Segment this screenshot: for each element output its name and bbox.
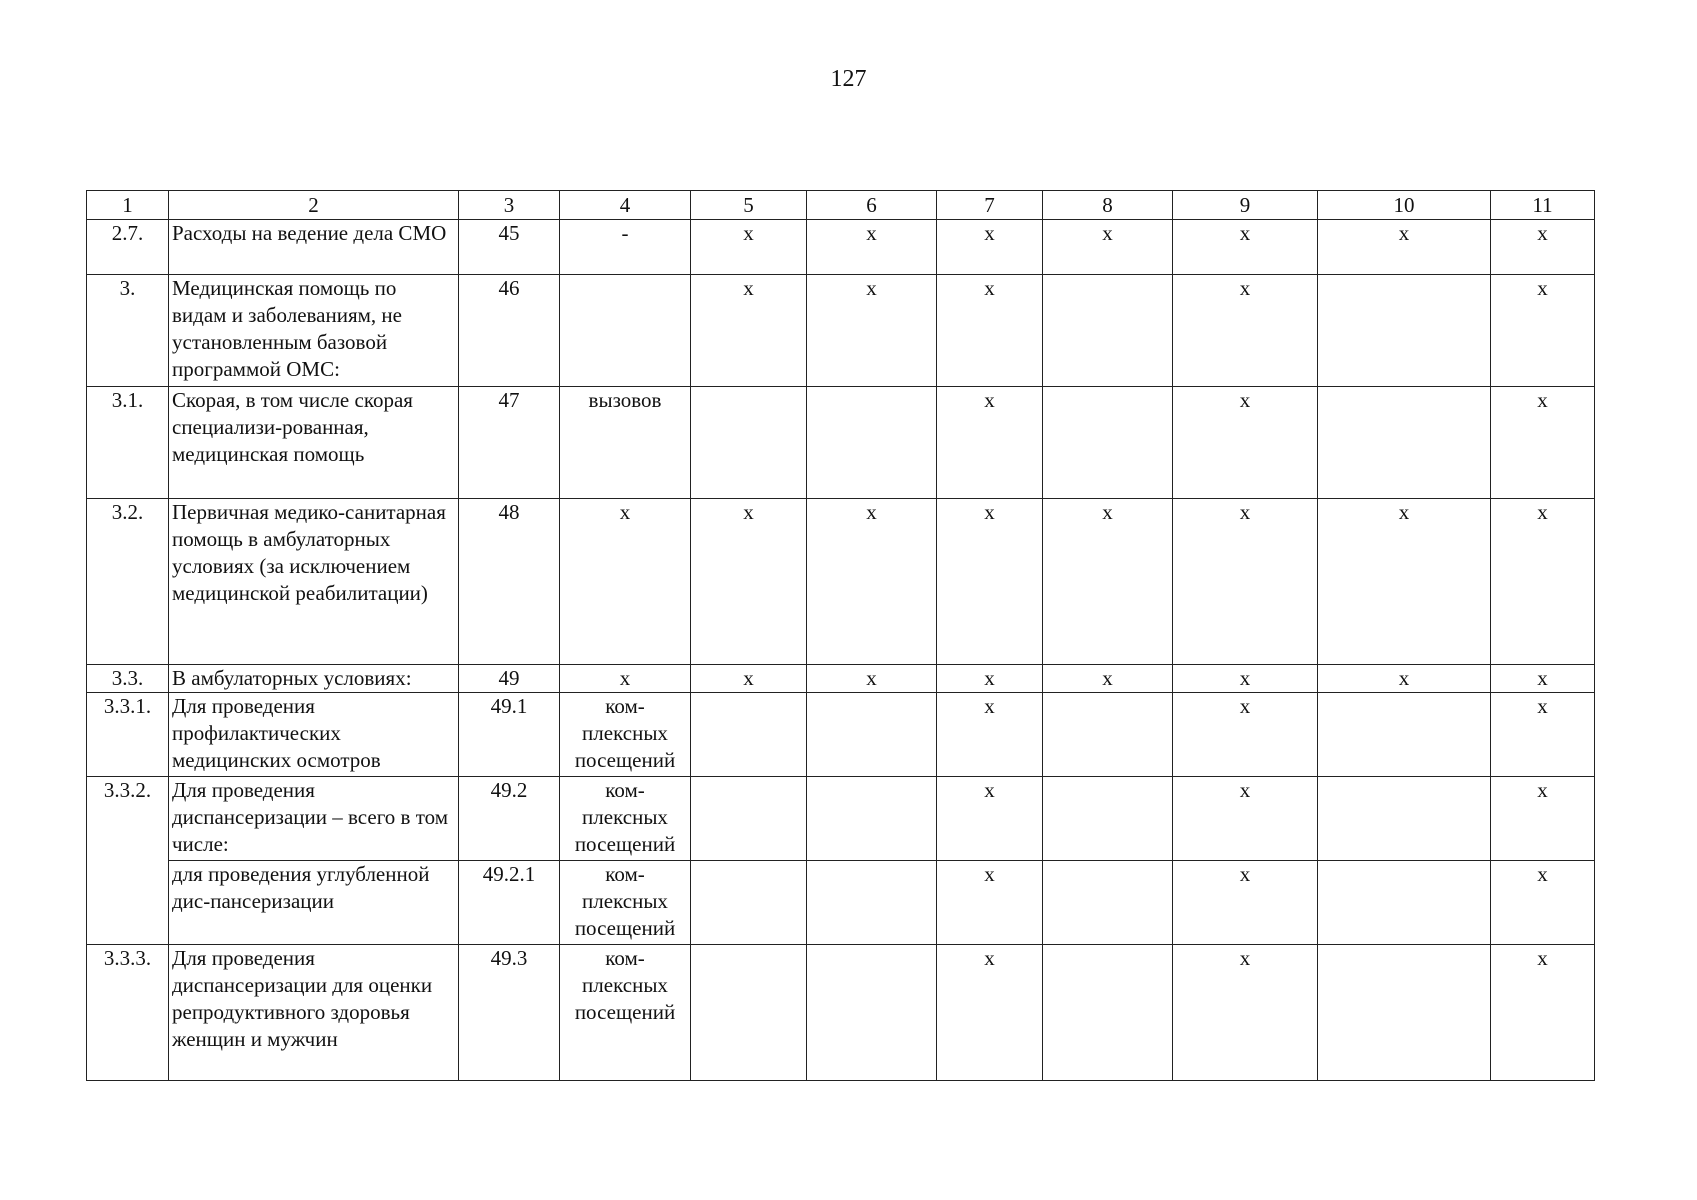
cell-col-11: х	[1491, 387, 1595, 499]
row-number: 2.7.	[87, 220, 169, 275]
row-name: Расходы на ведение дела СМО	[169, 220, 459, 275]
cell-col-10: х	[1318, 499, 1491, 665]
row-number: 3.1.	[87, 387, 169, 499]
table-row	[87, 777, 1595, 861]
cell-col-10	[1318, 275, 1491, 387]
cell-col-5	[691, 861, 807, 945]
cell-col-9: х	[1173, 777, 1318, 861]
cell-col-6	[807, 693, 937, 777]
cell-col-8	[1043, 387, 1173, 499]
cell-col-7: х	[937, 220, 1043, 275]
column-header: 2	[169, 191, 459, 220]
cell-col-11: х	[1491, 665, 1595, 693]
cell-col-11: х	[1491, 275, 1595, 387]
row-unit: ком-плексных посещений	[560, 777, 691, 861]
cell-col-8	[1043, 777, 1173, 861]
column-header: 7	[937, 191, 1043, 220]
cell-col-6: х	[807, 499, 937, 665]
cell-col-5	[691, 945, 807, 1081]
column-header: 1	[87, 191, 169, 220]
cell-col-11: х	[1491, 220, 1595, 275]
row-name: Медицинская помощь по видам и заболеваниям, не установленным базовой программой ОМС:	[169, 275, 459, 387]
row-code: 48	[459, 499, 560, 665]
table-row	[87, 945, 1595, 1081]
cell-col-6	[807, 777, 937, 861]
cell-col-9: х	[1173, 861, 1318, 945]
row-name: Для проведения диспансеризации для оценки репродуктивного здоровья женщин и мужчин	[169, 945, 459, 1081]
row-number: 3.	[87, 275, 169, 387]
row-code: 49.1	[459, 693, 560, 777]
column-header: 11	[1491, 191, 1595, 220]
row-unit: вызовов	[560, 387, 691, 499]
cell-col-5: х	[691, 665, 807, 693]
cell-col-7: х	[937, 861, 1043, 945]
cell-col-7: х	[937, 499, 1043, 665]
column-header: 6	[807, 191, 937, 220]
column-header: 10	[1318, 191, 1491, 220]
row-unit: х	[560, 499, 691, 665]
table-row	[87, 665, 1595, 693]
cell-col-11: х	[1491, 945, 1595, 1081]
cell-col-5: х	[691, 499, 807, 665]
cell-col-8	[1043, 693, 1173, 777]
cell-col-5	[691, 693, 807, 777]
cell-col-9: х	[1173, 499, 1318, 665]
row-number: 3.3.	[87, 665, 169, 693]
row-name: Для проведения диспансеризации – всего в том числе:	[169, 777, 459, 861]
cell-col-8: х	[1043, 665, 1173, 693]
column-header: 4	[560, 191, 691, 220]
table-row	[87, 499, 1595, 665]
cell-col-11: х	[1491, 861, 1595, 945]
cell-col-5	[691, 387, 807, 499]
cell-col-6: х	[807, 665, 937, 693]
cell-col-8: х	[1043, 499, 1173, 665]
row-code: 47	[459, 387, 560, 499]
row-number: 3.3.1.	[87, 693, 169, 777]
row-number: 3.3.2.	[87, 777, 169, 945]
cell-col-7: х	[937, 665, 1043, 693]
row-unit	[560, 275, 691, 387]
column-header: 3	[459, 191, 560, 220]
row-code: 45	[459, 220, 560, 275]
row-code: 49.2	[459, 777, 560, 861]
cell-col-5: х	[691, 220, 807, 275]
row-code: 46	[459, 275, 560, 387]
data-table	[86, 190, 1595, 1081]
table-row	[87, 387, 1595, 499]
page-number: 127	[830, 66, 867, 92]
cell-col-10: х	[1318, 665, 1491, 693]
row-number: 3.2.	[87, 499, 169, 665]
row-code: 49.2.1	[459, 861, 560, 945]
cell-col-10	[1318, 945, 1491, 1081]
table-header-row	[87, 191, 1595, 220]
cell-col-7: х	[937, 387, 1043, 499]
cell-col-11: х	[1491, 499, 1595, 665]
cell-col-8: х	[1043, 220, 1173, 275]
row-name: Первичная медико-санитарная помощь в амбулаторных условиях (за исключением медицинской реабилитации)	[169, 499, 459, 665]
cell-col-7: х	[937, 693, 1043, 777]
cell-col-8	[1043, 861, 1173, 945]
row-name: Скорая, в том числе скорая специализи-рованная, медицинская помощь	[169, 387, 459, 499]
table-row	[87, 861, 1595, 945]
cell-col-9: х	[1173, 665, 1318, 693]
cell-col-10	[1318, 387, 1491, 499]
cell-col-9: х	[1173, 220, 1318, 275]
row-code: 49	[459, 665, 560, 693]
column-header: 9	[1173, 191, 1318, 220]
cell-col-7: х	[937, 777, 1043, 861]
row-code: 49.3	[459, 945, 560, 1081]
cell-col-5	[691, 777, 807, 861]
row-unit: ком-плексных посещений	[560, 861, 691, 945]
cell-col-10	[1318, 777, 1491, 861]
row-unit: х	[560, 665, 691, 693]
cell-col-6: х	[807, 220, 937, 275]
row-unit: ком-плексных посещений	[560, 945, 691, 1081]
cell-col-6	[807, 861, 937, 945]
cell-col-6	[807, 387, 937, 499]
cell-col-6	[807, 945, 937, 1081]
column-header: 8	[1043, 191, 1173, 220]
cell-col-10	[1318, 861, 1491, 945]
cell-col-9: х	[1173, 945, 1318, 1081]
cell-col-10	[1318, 693, 1491, 777]
cell-col-9: х	[1173, 387, 1318, 499]
cell-col-9: х	[1173, 693, 1318, 777]
row-unit: -	[560, 220, 691, 275]
table-row	[87, 275, 1595, 387]
row-unit: ком-плексных посещений	[560, 693, 691, 777]
row-name: Для проведения профилактических медицинских осмотров	[169, 693, 459, 777]
cell-col-8	[1043, 945, 1173, 1081]
cell-col-11: х	[1491, 693, 1595, 777]
table-row	[87, 693, 1595, 777]
row-number: 3.3.3.	[87, 945, 169, 1081]
cell-col-10: х	[1318, 220, 1491, 275]
cell-col-8	[1043, 275, 1173, 387]
cell-col-11: х	[1491, 777, 1595, 861]
row-name: В амбулаторных условиях:	[169, 665, 459, 693]
cell-col-7: х	[937, 275, 1043, 387]
cell-col-9: х	[1173, 275, 1318, 387]
cell-col-5: х	[691, 275, 807, 387]
column-header: 5	[691, 191, 807, 220]
row-name: для проведения углубленной дис-пансеризации	[169, 861, 459, 945]
table-row	[87, 220, 1595, 275]
cell-col-6: х	[807, 275, 937, 387]
cell-col-7: х	[937, 945, 1043, 1081]
